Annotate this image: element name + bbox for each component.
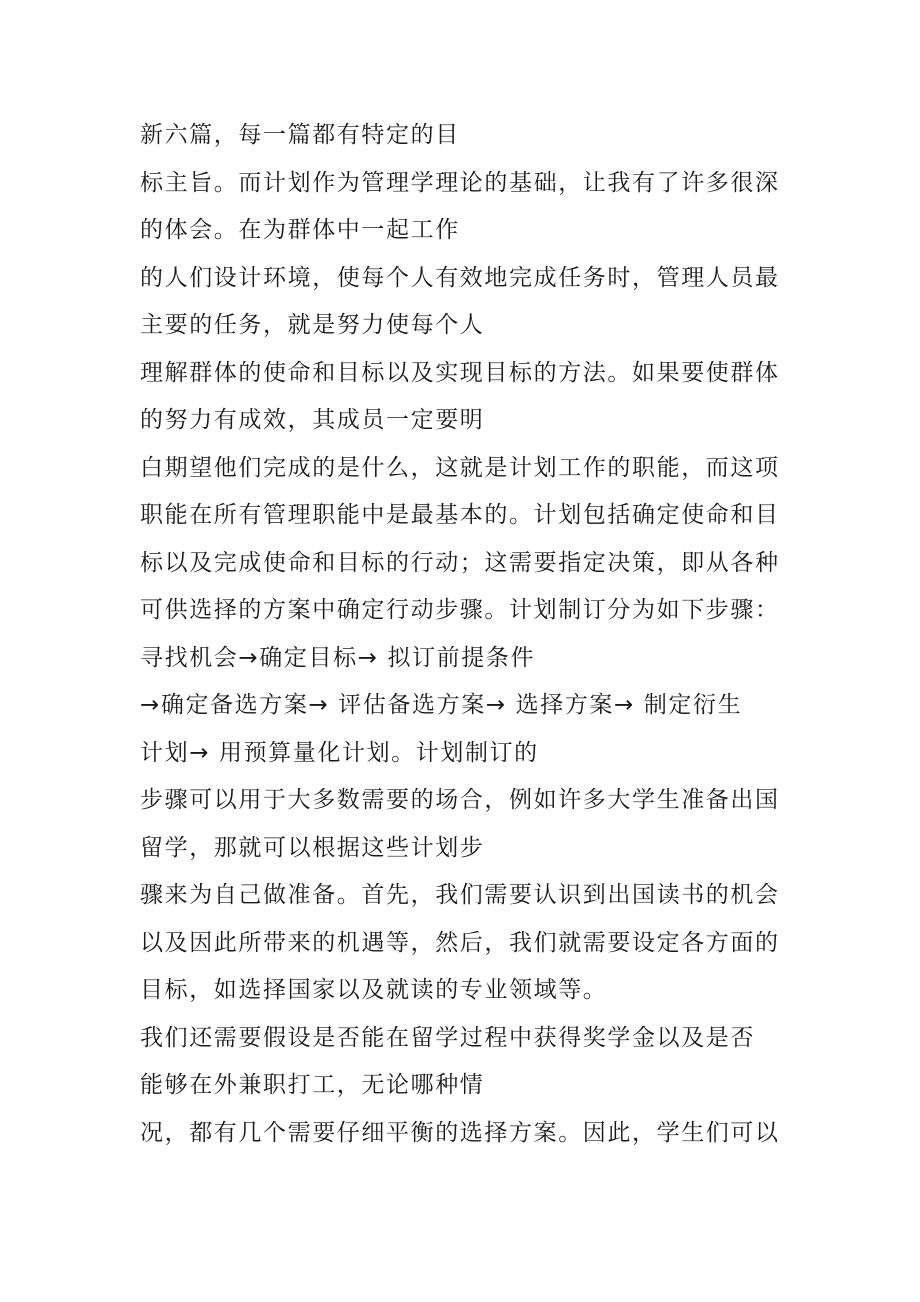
text-line: 可供选择的方案中确定行动步骤。计划制订分为如下步骤： <box>140 597 780 623</box>
text-line: 的体会。在为群体中一起工作 <box>140 217 460 243</box>
text-line: 步骤可以用于大多数需要的场合，例如许多大学生准备出国 <box>140 787 780 813</box>
body-text <box>140 112 800 1157</box>
text-line: 的努力有成效，其成员一定要明 <box>140 407 485 433</box>
text-line: 骤来为自己做准备。首先，我们需要认识到出国读书的机会 <box>140 882 780 908</box>
text-line: 寻找机会→确定目标→ 拟订前提条件 <box>140 644 536 671</box>
text-line: 新六篇，每一篇都有特定的目 <box>140 122 460 148</box>
text-line: 况，都有几个需要仔细平衡的选择方案。因此，学生们可以 <box>140 1119 780 1146</box>
text-line: 标以及完成使命和目标的行动；这需要指定决策，即从各种 <box>140 549 780 576</box>
text-line: 目标，如选择国家以及就读的专业领域等。 <box>140 977 608 1003</box>
text-line: 理解群体的使命和目标以及实现目标的方法。如果要使群体 <box>140 359 780 386</box>
text-line: 留学，那就可以根据这些计划步 <box>140 834 485 861</box>
text-line: 的人们设计环境，使每个人有效地完成任务时，管理人员最 <box>140 264 780 291</box>
text-line: 主要的任务，就是努力使每个人 <box>140 312 485 338</box>
text-line: 白期望他们完成的是什么，这就是计划工作的职能，而这项 <box>140 454 780 481</box>
text-line: 我们还需要假设是否能在留学过程中获得奖学金以及是否 <box>140 1024 755 1051</box>
text-line: →确定备选方案→ 评估备选方案→ 选择方案→ 制定衍生 <box>140 692 743 718</box>
text-line: 能够在外兼职打工，无论哪种情 <box>140 1072 485 1098</box>
text-line: 职能在所有管理职能中是最基本的。计划包括确定使命和目 <box>140 502 780 528</box>
text-line: 以及因此所带来的机遇等，然后，我们就需要设定各方面的 <box>140 929 780 956</box>
text-line: 计划→ 用预算量化计划。计划制订的 <box>140 739 539 766</box>
text-line: 标主旨。而计划作为管理学理论的基础，让我有了许多很深 <box>140 169 780 196</box>
